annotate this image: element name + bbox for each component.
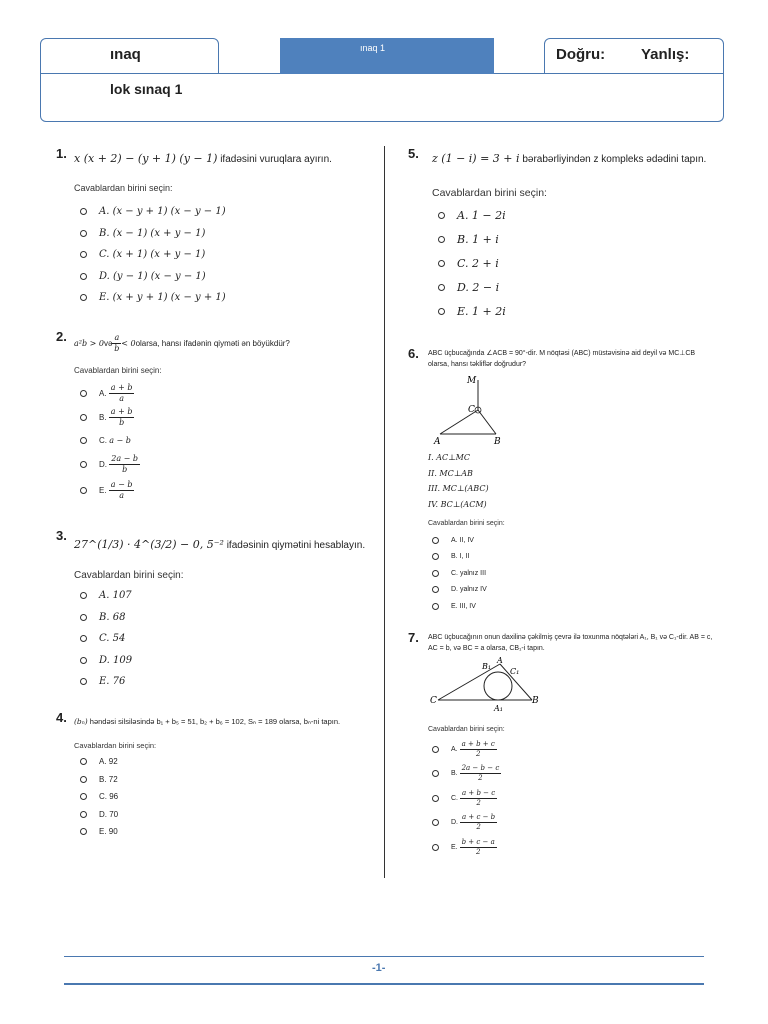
- footer-line-top: [64, 956, 704, 957]
- question-text: bərabərliyindən z kompleks ədədini tapın.: [519, 154, 707, 165]
- question-text-1: [74, 152, 332, 165]
- option-a[interactable]: [80, 585, 132, 607]
- radio-button[interactable]: [80, 208, 87, 215]
- option-a[interactable]: [432, 532, 487, 549]
- statements-q6: [428, 450, 489, 512]
- option-a[interactable]: [80, 201, 226, 223]
- statement: IV. BC⊥(ACM): [428, 499, 487, 509]
- option-a[interactable]: [432, 737, 501, 762]
- question-text: ifadəsinin qiymətini hesablayın.: [223, 540, 366, 551]
- footer-line-bottom: [64, 983, 704, 985]
- frac-num: a − b: [110, 479, 133, 489]
- option-c[interactable]: [80, 429, 140, 451]
- option-b[interactable]: [80, 607, 132, 629]
- choose-label: Cavablardan birini seçin:: [428, 726, 505, 733]
- option-c[interactable]: [432, 786, 501, 811]
- option-a[interactable]: [80, 753, 118, 771]
- option-b[interactable]: [80, 771, 118, 789]
- option-label: E. 76: [99, 676, 126, 688]
- header-center-box: [280, 38, 494, 74]
- label-c: C: [468, 405, 475, 415]
- radio-button[interactable]: [80, 793, 87, 800]
- radio-button[interactable]: [80, 230, 87, 237]
- question-text-3: [74, 538, 365, 551]
- question-line: ABC üçbucağının onun daxilinə çəkilmiş çevrə ilə toxunma nöqtələri A₁, B₁ və C₁-dir. AB = c,: [428, 634, 713, 641]
- frac-num: a: [114, 333, 120, 342]
- frac-den: 2: [478, 774, 483, 783]
- option-label: A. (x − y + 1) (x − y − 1): [99, 206, 226, 218]
- frac-num: b + c − a: [461, 837, 495, 846]
- question-number-7: 7.: [408, 630, 419, 645]
- option-label: D. (y − 1) (x − y − 1): [99, 270, 206, 282]
- radio-button[interactable]: [80, 461, 87, 468]
- radio-button[interactable]: [432, 844, 439, 851]
- frac-num: a + b + c: [461, 739, 495, 748]
- statement: II. MC⊥AB: [428, 468, 473, 478]
- option-d[interactable]: [80, 451, 140, 477]
- radio-button[interactable]: [432, 795, 439, 802]
- question-expr: (bₙ): [74, 717, 88, 726]
- radio-button[interactable]: [80, 437, 87, 444]
- option-label: D. 109: [99, 654, 133, 666]
- frac-den: b: [119, 417, 125, 427]
- option-letter: E.: [451, 843, 458, 851]
- exam-subtitle: lok sınaq 1: [110, 81, 183, 97]
- option-letter: B.: [99, 412, 107, 422]
- label-a: A: [497, 656, 503, 665]
- question-number-1: 1.: [56, 146, 67, 161]
- options-q4: [80, 753, 118, 841]
- frac-den: b: [122, 464, 128, 474]
- radio-button[interactable]: [432, 746, 439, 753]
- question-text-5: [432, 152, 706, 165]
- option-label: A. 107: [99, 590, 132, 602]
- option-d[interactable]: [438, 275, 506, 299]
- option-label: C. (x + 1) (x + y − 1): [99, 249, 206, 261]
- question-expr: a²b > 0: [74, 339, 104, 348]
- radio-button[interactable]: [432, 586, 439, 593]
- option-c[interactable]: [438, 251, 506, 275]
- radio-button[interactable]: [80, 758, 87, 765]
- incircle-diagram-q7: [428, 656, 548, 714]
- option-label: D. 70: [99, 809, 119, 819]
- radio-button[interactable]: [438, 284, 445, 291]
- options-q2: [80, 381, 140, 503]
- label-b: B: [532, 696, 539, 706]
- question-expr: x (x + 2) − (y + 1) (y − 1): [74, 152, 218, 165]
- radio-button[interactable]: [432, 819, 439, 826]
- question-text-4: [74, 717, 340, 726]
- header-center-title: ınaq 1: [360, 43, 386, 53]
- question-number-4: 4.: [56, 710, 67, 725]
- option-label: B. 1 + i: [457, 232, 499, 246]
- radio-button[interactable]: [438, 260, 445, 267]
- choose-label: Cavablardan birini seçin:: [428, 520, 505, 527]
- radio-button[interactable]: [80, 614, 87, 621]
- question-line: AC = b, və BC = a olarsa, CB₁-i tapın.: [428, 645, 545, 652]
- option-letter: B.: [451, 770, 458, 778]
- question-expr: 27^(1/3) · 4^(3/2) − 0, 5⁻²: [74, 538, 224, 551]
- statement: I. AC⊥MC: [428, 453, 470, 462]
- question-number-3: 3.: [56, 528, 67, 543]
- question-text-2: [74, 333, 290, 354]
- option-b[interactable]: [432, 549, 487, 566]
- question-text: olarsa, hansı ifadənin qiyməti ən böyükdür?: [135, 339, 290, 348]
- radio-button[interactable]: [432, 603, 439, 610]
- label-m: M: [467, 376, 477, 386]
- question-number-2: 2.: [56, 329, 67, 344]
- radio-button[interactable]: [80, 678, 87, 685]
- option-e[interactable]: [80, 287, 226, 309]
- option-label: B. 68: [99, 611, 126, 623]
- option-letter: E.: [99, 485, 107, 495]
- radio-button[interactable]: [80, 635, 87, 642]
- choose-label: Cavablardan birini seçin:: [432, 187, 547, 199]
- options-q1: [80, 201, 226, 309]
- options-q7: [432, 737, 501, 860]
- option-letter: D.: [451, 819, 458, 827]
- radio-button[interactable]: [432, 537, 439, 544]
- radio-button[interactable]: [80, 811, 87, 818]
- option-e[interactable]: [80, 823, 118, 841]
- statement: III. MC⊥(ABC): [428, 484, 489, 493]
- choose-label: Cavablardan birini seçin:: [74, 366, 162, 375]
- frac-den: 2: [476, 798, 481, 807]
- frac-den: a: [119, 393, 125, 403]
- option-e[interactable]: [432, 598, 487, 615]
- option-label: E. (x + y + 1) (x − y + 1): [99, 292, 226, 304]
- page-number: -1-: [372, 962, 386, 974]
- choose-label: Cavablardan birini seçin:: [74, 570, 184, 581]
- choose-label: Cavablardan birini seçin:: [74, 741, 157, 750]
- header-left-title: ınaq: [110, 46, 141, 63]
- option-label: D. yalnız IV: [451, 586, 487, 594]
- option-letter: A.: [99, 388, 107, 398]
- option-e[interactable]: [80, 477, 140, 503]
- frac-num: a + c − b: [461, 813, 496, 822]
- option-label: B. (x − 1) (x + y − 1): [99, 227, 206, 239]
- option-label: a − b: [109, 435, 131, 445]
- question-text: həndəsi silsiləsində b₁ + b₅ = 51, b₂ + b₆ = 102, Sₙ = 189 olarsa, bₙ-ni tapın.: [87, 717, 341, 726]
- radio-button[interactable]: [432, 770, 439, 777]
- question-number-5: 5.: [408, 146, 419, 161]
- option-c[interactable]: [80, 788, 118, 806]
- option-d[interactable]: [80, 806, 118, 824]
- option-a[interactable]: [80, 381, 140, 405]
- frac-den: a: [119, 490, 125, 500]
- label-b: B: [494, 437, 501, 447]
- option-c[interactable]: [80, 244, 226, 266]
- question-text: və: [103, 339, 113, 348]
- radio-button[interactable]: [80, 294, 87, 301]
- option-letter: C.: [451, 794, 458, 802]
- frac-num: a + b: [110, 406, 133, 416]
- question-text-7: [428, 632, 712, 654]
- option-e[interactable]: [438, 299, 506, 323]
- options-q5: [438, 203, 506, 323]
- radio-button[interactable]: [438, 212, 445, 219]
- option-c[interactable]: [80, 628, 132, 650]
- radio-button[interactable]: [80, 592, 87, 599]
- radio-button[interactable]: [80, 414, 87, 421]
- incircle: [484, 672, 512, 700]
- options-q3: [80, 585, 132, 693]
- option-label: C. 54: [99, 633, 126, 645]
- frac-den: 2: [475, 749, 481, 758]
- question-number-6: 6.: [408, 346, 419, 361]
- option-label: A. 92: [99, 757, 118, 767]
- options-q6: [432, 532, 487, 615]
- option-e[interactable]: [432, 835, 501, 860]
- frac-num: a + b − c: [461, 788, 496, 797]
- frac-den: 2: [476, 823, 481, 832]
- option-c[interactable]: [432, 565, 487, 582]
- option-b[interactable]: [80, 223, 226, 245]
- option-a[interactable]: [438, 203, 506, 227]
- option-b[interactable]: [438, 227, 506, 251]
- option-e[interactable]: [80, 671, 132, 693]
- option-b[interactable]: [432, 762, 501, 787]
- radio-button[interactable]: [438, 308, 445, 315]
- question-line: olarsa, hansı təkliflər doğrudur?: [428, 361, 527, 368]
- question-expr: z (1 − i) = 3 + i: [432, 152, 520, 165]
- option-label: A. 1 − 2i: [457, 208, 506, 222]
- radio-button[interactable]: [438, 236, 445, 243]
- radio-button[interactable]: [80, 251, 87, 258]
- question-text: ifadəsini vuruqlara ayırın.: [217, 154, 332, 165]
- choose-label: Cavablardan birini seçin:: [74, 183, 173, 193]
- option-label: C. yalnız III: [451, 569, 487, 577]
- frac-den: b: [114, 344, 120, 353]
- label-a: A: [434, 437, 441, 447]
- segment-cb: [478, 410, 496, 434]
- option-label: B. 72: [99, 774, 118, 784]
- option-label: C. 2 + i: [457, 256, 499, 270]
- wrong-label: Yanlış:: [641, 46, 690, 63]
- option-d[interactable]: [80, 266, 226, 288]
- question-text-6: [428, 348, 695, 370]
- radio-button[interactable]: [80, 657, 87, 664]
- radio-button[interactable]: [80, 487, 87, 494]
- radio-button[interactable]: [432, 553, 439, 560]
- radio-button[interactable]: [80, 390, 87, 397]
- radio-button[interactable]: [80, 828, 87, 835]
- option-label: A. II, IV: [451, 536, 474, 544]
- column-divider: [384, 146, 385, 878]
- label-c: C: [430, 696, 437, 706]
- question-expr: < 0: [121, 339, 136, 348]
- option-letter: D.: [99, 459, 107, 469]
- frac-num: 2a − b − c: [461, 764, 500, 773]
- option-letter: C.: [99, 435, 107, 445]
- correct-label: Doğru:: [556, 46, 606, 63]
- option-label: D. 2 − i: [457, 280, 500, 294]
- radio-button[interactable]: [80, 273, 87, 280]
- label-b1: B₁: [482, 662, 492, 671]
- option-d[interactable]: [80, 650, 132, 672]
- option-letter: A.: [451, 745, 458, 753]
- question-line: ABC üçbucağında ∠ACB = 90°-dir. M nöqtəsi (ABC) müstəvisinə aid deyil və MC⊥CB: [428, 350, 696, 357]
- option-label: E. 90: [99, 827, 118, 837]
- option-label: C. 96: [99, 792, 119, 802]
- triangle-diagram-q6: [428, 372, 508, 448]
- option-b[interactable]: [80, 405, 140, 429]
- option-label: E. 1 + 2i: [457, 304, 506, 318]
- radio-button[interactable]: [432, 570, 439, 577]
- option-d[interactable]: [432, 811, 501, 836]
- frac-num: a + b: [110, 382, 133, 392]
- option-d[interactable]: [432, 582, 487, 599]
- radio-button[interactable]: [80, 776, 87, 783]
- option-label: E. III, IV: [451, 602, 476, 610]
- frac-num: 2a − b: [111, 453, 139, 463]
- frac-den: 2: [475, 847, 481, 856]
- label-c1: C₁: [510, 667, 520, 676]
- option-label: B. I, II: [451, 553, 470, 561]
- label-a1: A₁: [494, 704, 503, 713]
